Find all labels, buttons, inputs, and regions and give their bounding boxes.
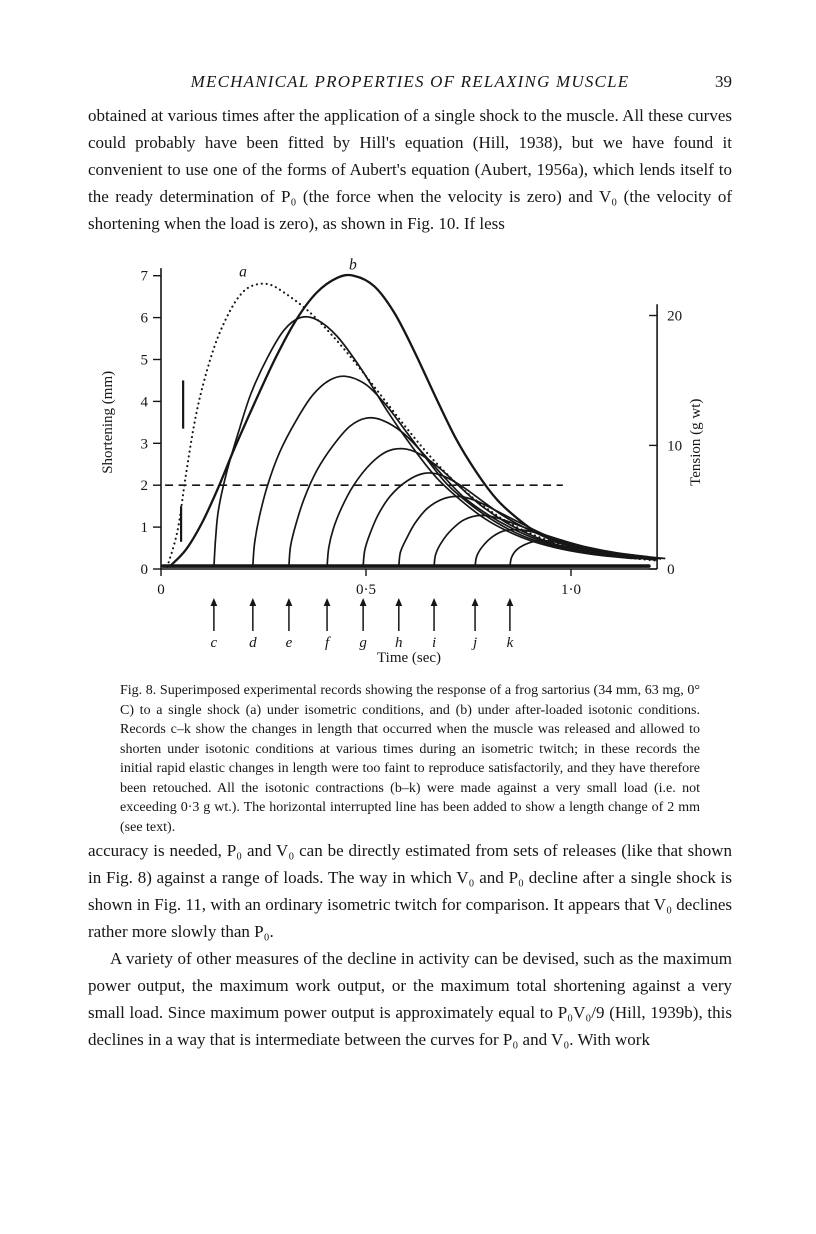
figure-8	[88, 251, 732, 837]
paragraph-2: accuracy is needed, P₀ and V₀ can be directly estimated from sets of releases (like that shown in Fig. 8) against a range of loads. The way in which V₀ and P₀ decline after a single shock is shown in Fig. 11, with an ordinary isometric twitch for comparison. It appears that V₀ declines rather more slowly than P₀.	[88, 841, 732, 941]
page-number: 39	[715, 72, 732, 91]
svg-text:k: k	[506, 635, 514, 651]
svg-text:i: i	[431, 635, 437, 651]
svg-text:h: h	[395, 635, 403, 651]
curve-e	[289, 418, 637, 567]
svg-text:0: 0	[140, 562, 148, 578]
running-title: MECHANICAL PROPERTIES OF RELAXING MUSCLE	[190, 72, 630, 91]
curve-d	[253, 376, 641, 567]
release-arrows	[210, 598, 513, 651]
figure-8-caption: Fig. 8. Superimposed experimental records showing the response of a frog sartorius (34 mm, 63 mg, 0° C) to a single shock (a) under isometric conditions, and (b) under after-loaded isotonic conditions. Records c–k show the changes in length that occurred when the muscle was released and allowed to shorten under isotonic conditions at various times during an isometric twitch; in these records the initial rapid elastic changes in length were too faint to reproduce satisfactorily, and they have therefore been retouched. All the isotonic contractions (b–k) were made against a very small load (i.e. not exceeding 0·3 g wt.). The horizontal interrupted line has been added to show a length change of 2 mm (see text).	[120, 683, 700, 835]
record-curves	[167, 256, 665, 566]
svg-text:0: 0	[667, 562, 675, 578]
svg-text:Time (sec): Time (sec)	[377, 650, 442, 666]
running-head	[88, 72, 732, 92]
svg-text:6: 6	[140, 310, 148, 327]
svg-text:a: a	[239, 263, 247, 281]
svg-text:d: d	[249, 635, 257, 651]
svg-text:b: b	[349, 256, 357, 274]
svg-text:0: 0	[157, 582, 165, 598]
svg-text:g: g	[359, 635, 367, 651]
svg-text:20: 20	[667, 308, 683, 325]
svg-text:3: 3	[140, 436, 148, 453]
svg-text:4: 4	[140, 394, 148, 411]
svg-text:2: 2	[140, 478, 148, 495]
svg-text:e: e	[285, 635, 293, 651]
svg-text:f: f	[324, 635, 330, 651]
svg-text:c: c	[210, 635, 218, 651]
paragraph-1: obtained at various times after the application of a single shock to the muscle. All these curves could probably have been fitted by Hill's equation (Hill, 1938), but we have found it convenient to use one of the forms of Aubert's equation (Aubert, 1956a), which lends itself to the ready determination of P₀ (the force when the velocity is zero) and V₀ (the velocity of shortening when the load is zero), as shown in Fig. 10. If less	[88, 106, 732, 233]
figure-8-plot	[96, 251, 746, 675]
svg-text:0·5: 0·5	[356, 582, 376, 598]
svg-text:5: 5	[140, 352, 148, 369]
svg-text:1: 1	[140, 520, 148, 537]
svg-text:Tension (g wt): Tension (g wt)	[688, 398, 704, 486]
paragraph-3: A variety of other measures of the decline in activity can be devised, such as the maximum power output, the maximum work output, or the maximum total shortening against a very small load. Since maximum power output is approximately equal to P₀V₀/9 (Hill, 1939b), this declines in a way that is intermediate between the curves for P₀ and V₀. With work	[88, 949, 732, 1049]
svg-text:Shortening (mm): Shortening (mm)	[100, 370, 116, 474]
x-axis-title	[377, 650, 441, 666]
svg-text:7: 7	[140, 268, 148, 285]
svg-text:j: j	[472, 635, 478, 651]
svg-text:1·0: 1·0	[561, 582, 581, 598]
svg-text:10: 10	[667, 438, 683, 455]
